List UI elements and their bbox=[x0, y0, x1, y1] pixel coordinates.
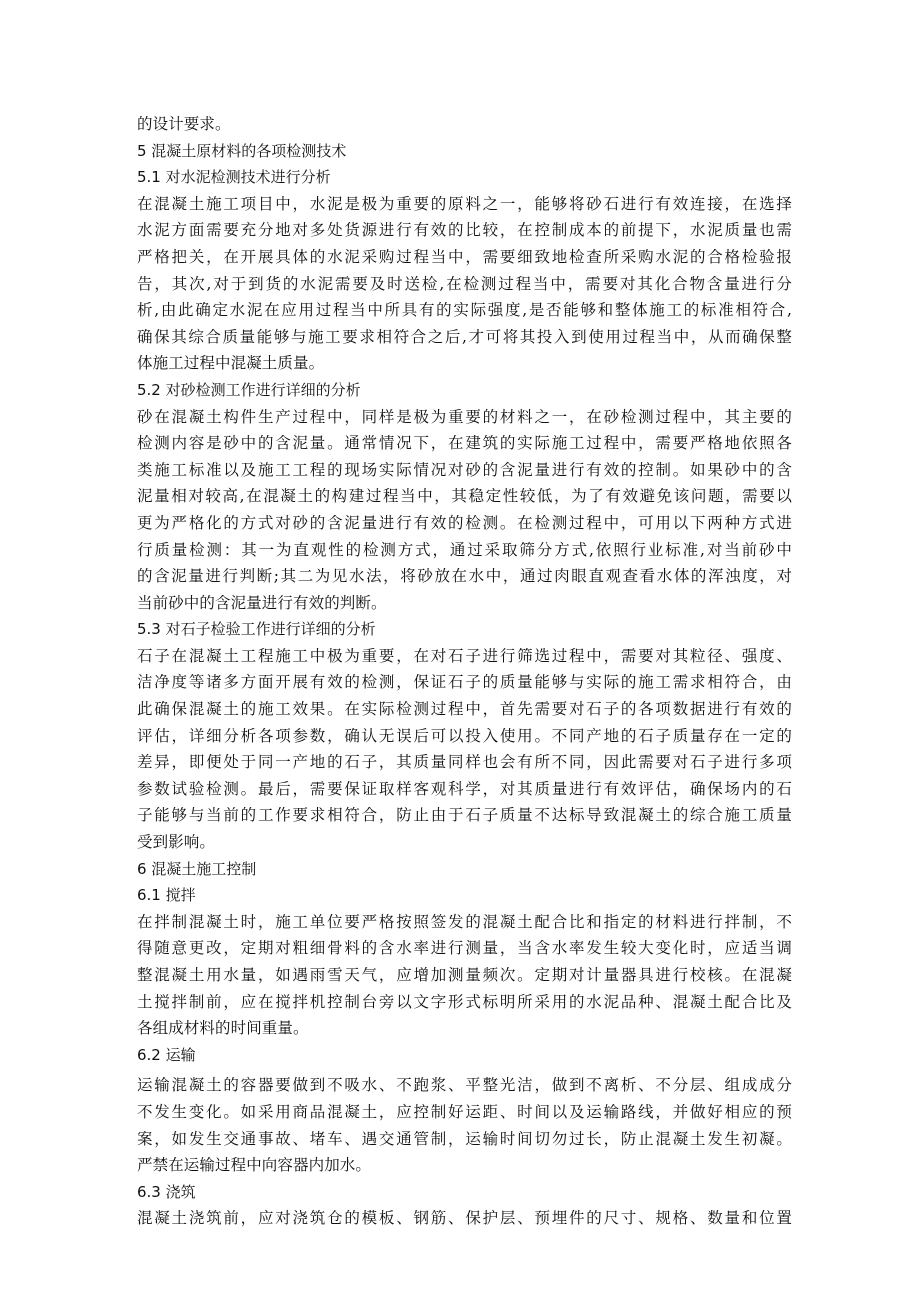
paragraph-line: 案，如发生交通事故、堵车、遇交通管制，运输时间切勿过长，防止混凝土发生初凝。 bbox=[137, 1129, 792, 1148]
paragraph-line: 在拌制混凝土时，施工单位要严格按照签发的混凝土配合比和指定的材料进行拌制，不 bbox=[137, 912, 792, 931]
paragraph-line: 此确保混凝土的施工效果。在实际检测过程中，首先需要对石子的各项数据进行有效的 bbox=[137, 700, 792, 719]
paragraph-line: 土搅拌制前，应在搅拌机控制台旁以文字形式标明所采用的水泥品种、混凝土配合比及 bbox=[137, 992, 792, 1011]
paragraph-line: 石子在混凝土工程施工中极为重要，在对石子进行筛选过程中，需要对其粒径、强度、 bbox=[137, 646, 792, 665]
section-heading: 5 混凝土原材料的各项检测技术 bbox=[137, 141, 347, 160]
paragraph-line: 的含泥量进行判断;其二为见水法，将砂放在水中，通过肉眼直观查看水体的浑浊度，对 bbox=[137, 567, 792, 586]
paragraph-line: 差异，即便处于同一产地的石子，其质量同样也会有所不同，因此需要对石子进行多项 bbox=[137, 753, 792, 772]
section-heading: 6.3 浇筑 bbox=[137, 1182, 196, 1201]
document-page bbox=[137, 111, 792, 1232]
paragraph-line: 当前砂中的含泥量进行有效的判断。 bbox=[137, 593, 387, 612]
document-body bbox=[137, 111, 792, 1232]
paragraph-line: 泥量相对较高,在混凝土的构建过程当中，其稳定性较低，为了有效避免该问题，需要以 bbox=[137, 487, 792, 506]
section-heading: 5.3 对石子检验工作进行详细的分析 bbox=[137, 620, 376, 639]
paragraph-line: 行质量检测：其一为直观性的检测方式，通过采取筛分方式,依照行业标准,对当前砂中 bbox=[137, 540, 792, 559]
paragraph-line: 砂在混凝土构件生产过程中，同样是极为重要的材料之一，在砂检测过程中，其主要的 bbox=[137, 407, 792, 426]
paragraph-line: 各组成材料的时间重量。 bbox=[137, 1019, 309, 1038]
paragraph-line: 严格把关，在开展具体的水泥采购过程当中，需要细致地检查所采购水泥的合格检验报 bbox=[137, 247, 792, 266]
section-heading: 6 混凝土施工控制 bbox=[137, 859, 257, 878]
paragraph-line: 受到影响。 bbox=[137, 833, 216, 852]
paragraph-line: 得随意更改，定期对粗细骨料的含水率进行测量，当含水率发生较大变化时，应适当调 bbox=[137, 939, 792, 958]
paragraph-line: 析,由此确定水泥在应用过程当中所具有的实际强度,是否能够和整体施工的标准相符合, bbox=[137, 301, 792, 320]
paragraph-line: 混凝土浇筑前，应对浇筑仓的模板、钢筋、保护层、预埋件的尺寸、规格、数量和位置 bbox=[137, 1209, 792, 1228]
section-heading: 5.1 对水泥检测技术进行分析 bbox=[137, 168, 331, 187]
paragraph-line: 水泥方面需要充分地对多处货源进行有效的比较，在控制成本的前提下，水泥质量也需 bbox=[137, 221, 792, 240]
section-heading: 6.2 运输 bbox=[137, 1045, 196, 1064]
section-heading: 6.1 搅拌 bbox=[137, 886, 196, 905]
paragraph-line: 不发生变化。如采用商品混凝土，应控制好运距、时间以及运输路线，并做好相应的预 bbox=[137, 1102, 792, 1121]
paragraph-line: 运输混凝土的容器要做到不吸水、不跑浆、平整光洁，做到不离析、不分层、组成成分 bbox=[137, 1076, 792, 1095]
paragraph-line: 确保其综合质量能够与施工要求相符合之后,才可将其投入到使用过程当中，从而确保整 bbox=[137, 327, 792, 346]
paragraph-line: 体施工过程中混凝土质量。 bbox=[137, 354, 325, 373]
paragraph-line: 告，其次,对于到货的水泥需要及时送检,在检测过程当中，需要对其化合物含量进行分 bbox=[137, 274, 792, 293]
section-heading: 5.2 对砂检测工作进行详细的分析 bbox=[137, 380, 361, 399]
paragraph-line: 在混凝土施工项目中，水泥是极为重要的原料之一，能够将砂石进行有效连接，在选择 bbox=[137, 194, 792, 213]
paragraph-line: 的设计要求。 bbox=[137, 115, 231, 133]
paragraph-line: 整混凝土用水量，如遇雨雪天气，应增加测量频次。定期对计量器具进行校核。在混凝 bbox=[137, 966, 792, 984]
paragraph-line: 类施工标准以及施工工程的现场实际情况对砂的含泥量进行有效的控制。如果砂中的含 bbox=[137, 460, 792, 479]
paragraph-line: 严禁在运输过程中向容器内加水。 bbox=[137, 1156, 372, 1175]
paragraph-line: 更为严格化的方式对砂的含泥量进行有效的检测。在检测过程中，可用以下两种方式进 bbox=[137, 513, 792, 532]
paragraph-line: 洁净度等诸多方面开展有效的检测，保证石子的质量能够与实际的施工需求相符合，由 bbox=[137, 673, 792, 692]
paragraph-line: 评估，详细分析各项参数，确认无误后可以投入使用。不同产地的石子质量存在一定的 bbox=[137, 726, 792, 745]
paragraph-line: 检测内容是砂中的含泥量。通常情况下，在建筑的实际施工过程中，需要严格地依照各 bbox=[137, 434, 792, 453]
paragraph-line: 参数试验检测。最后，需要保证取样客观科学，对其质量进行有效评估，确保场内的石 bbox=[137, 779, 792, 798]
paragraph-line: 子能够与当前的工作要求相符合，防止由于石子质量不达标导致混凝土的综合施工质量 bbox=[137, 806, 792, 825]
